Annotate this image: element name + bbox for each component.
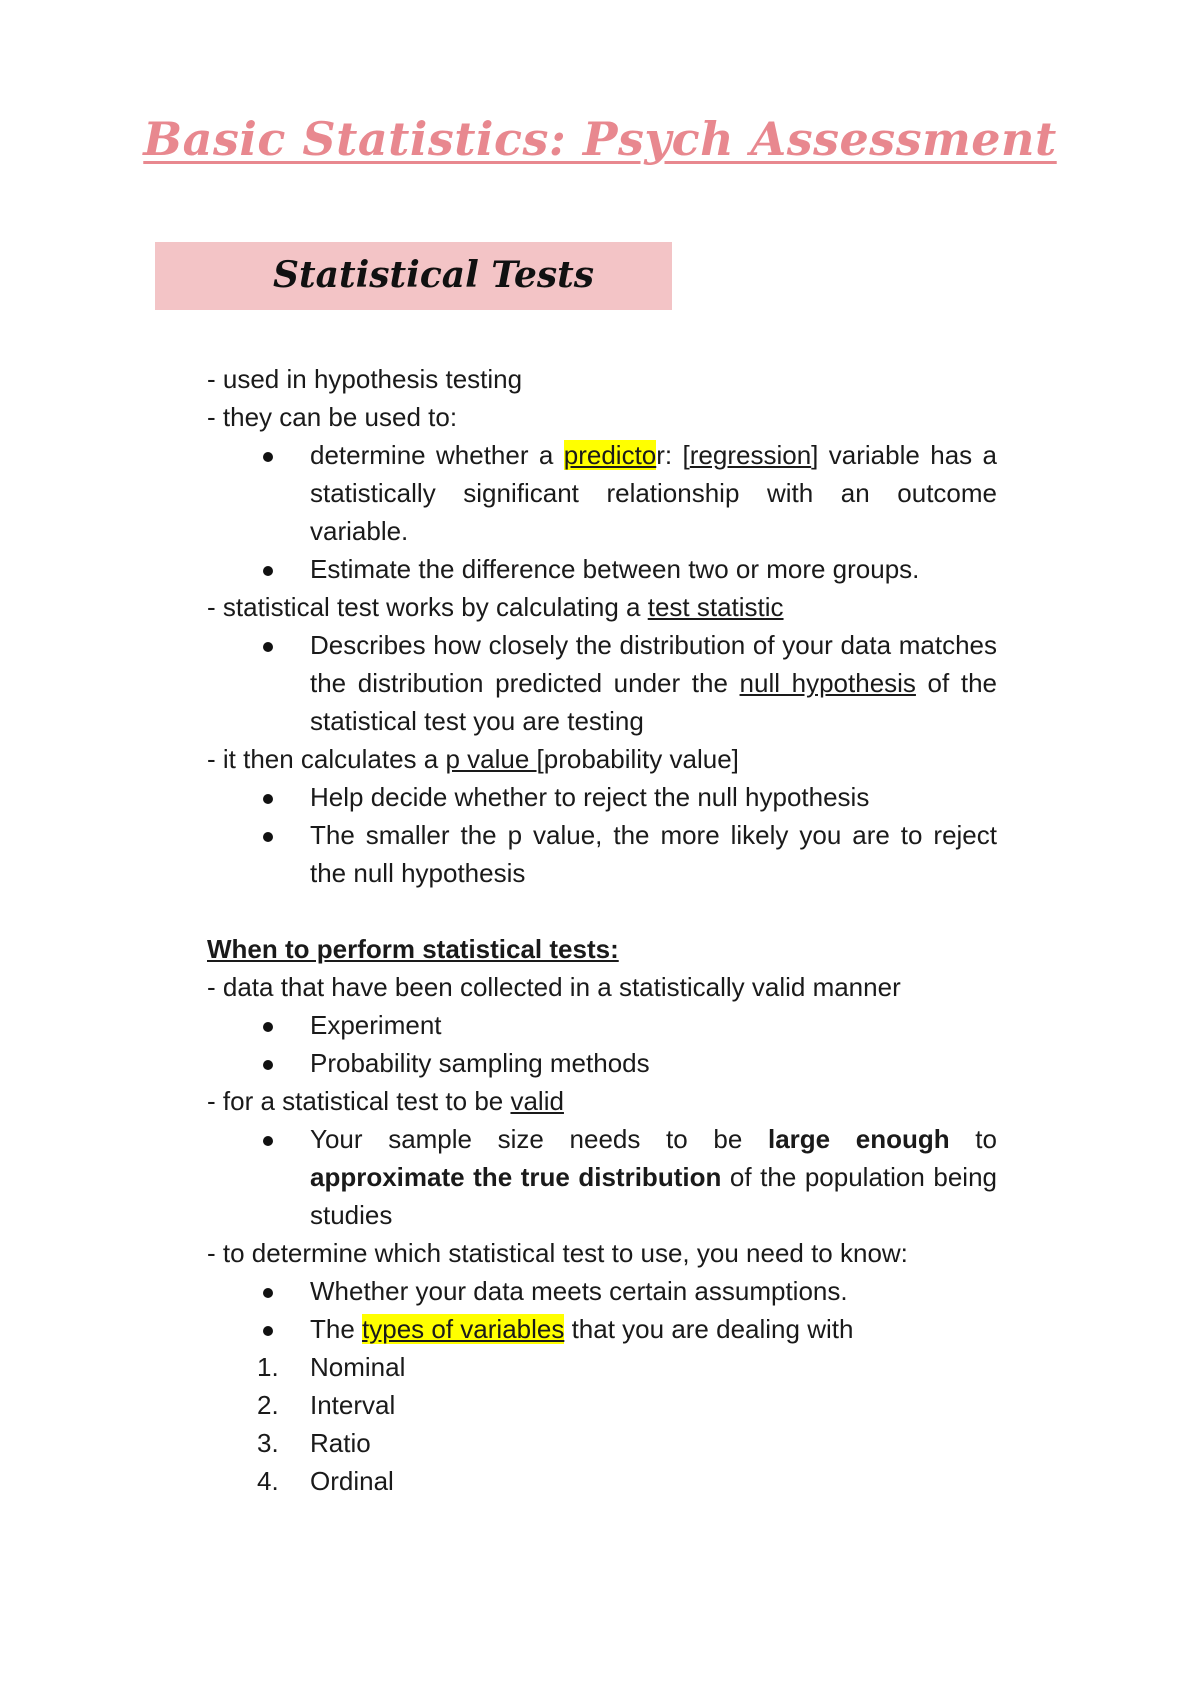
underlined-term: p value	[445, 744, 537, 774]
numbered-item	[207, 1386, 997, 1424]
bullet-dot-icon	[263, 1326, 273, 1336]
bullet-dot-icon	[263, 1136, 273, 1146]
item-number: 1.	[257, 1352, 279, 1382]
note-line: - to determine which statistical test to use, you need to know:	[207, 1238, 908, 1268]
notes-body	[207, 360, 997, 1500]
highlighted-term: types of variables	[362, 1314, 565, 1344]
note-line: - it then calculates a p value [probability value]	[207, 744, 739, 774]
bullet-item: determine whether a predictor: [regression] variable has a statistically significant relationship with an outcome variable.	[207, 436, 997, 550]
item-label: Ratio	[310, 1428, 371, 1458]
note-line: - data that have been collected in a statistically valid manner	[207, 972, 901, 1002]
note-line: - statistical test works by calculating a test statistic	[207, 592, 784, 622]
spacer	[207, 892, 997, 930]
note-line: - used in hypothesis testing	[207, 364, 523, 394]
bullet-item: Whether your data meets certain assumptions.	[207, 1272, 997, 1310]
numbered-item	[207, 1462, 997, 1500]
item-label: Nominal	[310, 1352, 406, 1382]
bullet-dot-icon	[263, 1060, 273, 1070]
bullet-item: Estimate the difference between two or more groups.	[207, 550, 997, 588]
item-number: 2.	[257, 1390, 279, 1420]
bold-term: approximate the true distribution	[310, 1162, 722, 1192]
underlined-term: null hypothesis	[739, 668, 916, 698]
bullet-item: Help decide whether to reject the null hypothesis	[207, 778, 997, 816]
bullet-dot-icon	[263, 832, 273, 842]
bullet-dot-icon	[263, 642, 273, 652]
highlighted-term: predicto	[563, 440, 657, 470]
subheading: When to perform statistical tests:	[207, 934, 619, 964]
bullet-item: Experiment	[207, 1006, 997, 1044]
page-title: Basic Statistics: Psych Assessment	[143, 112, 1057, 166]
bullet-dot-icon	[263, 566, 273, 576]
note-line: - for a statistical test to be valid	[207, 1086, 564, 1116]
underlined-term: regression	[689, 440, 812, 470]
section-title: Statistical Tests	[273, 254, 595, 296]
numbered-item	[207, 1348, 997, 1386]
item-number: 3.	[257, 1428, 279, 1458]
bullet-dot-icon	[263, 794, 273, 804]
item-label: Ordinal	[310, 1466, 394, 1496]
section-banner	[155, 242, 672, 310]
note-line: - they can be used to:	[207, 402, 458, 432]
underlined-term: test statistic	[647, 592, 784, 622]
bullet-dot-icon	[263, 1288, 273, 1298]
bullet-item: The types of variables that you are dealing with	[207, 1310, 997, 1348]
item-number: 4.	[257, 1466, 279, 1496]
bullet-dot-icon	[263, 1022, 273, 1032]
bullet-item: Your sample size needs to be large enough to approximate the true distribution of the population being studies	[207, 1120, 997, 1234]
numbered-item	[207, 1424, 997, 1462]
bullet-item: Probability sampling methods	[207, 1044, 997, 1082]
item-label: Interval	[310, 1390, 396, 1420]
underlined-term: valid	[510, 1086, 564, 1116]
bullet-dot-icon	[263, 452, 273, 462]
bullet-item: Describes how closely the distribution of your data matches the distribution predicted under the null hypothesis of the statistical test you are testing	[207, 626, 997, 740]
bullet-item: The smaller the p value, the more likely you are to reject the null hypothesis	[207, 816, 997, 892]
bold-term: large enough	[767, 1124, 950, 1154]
